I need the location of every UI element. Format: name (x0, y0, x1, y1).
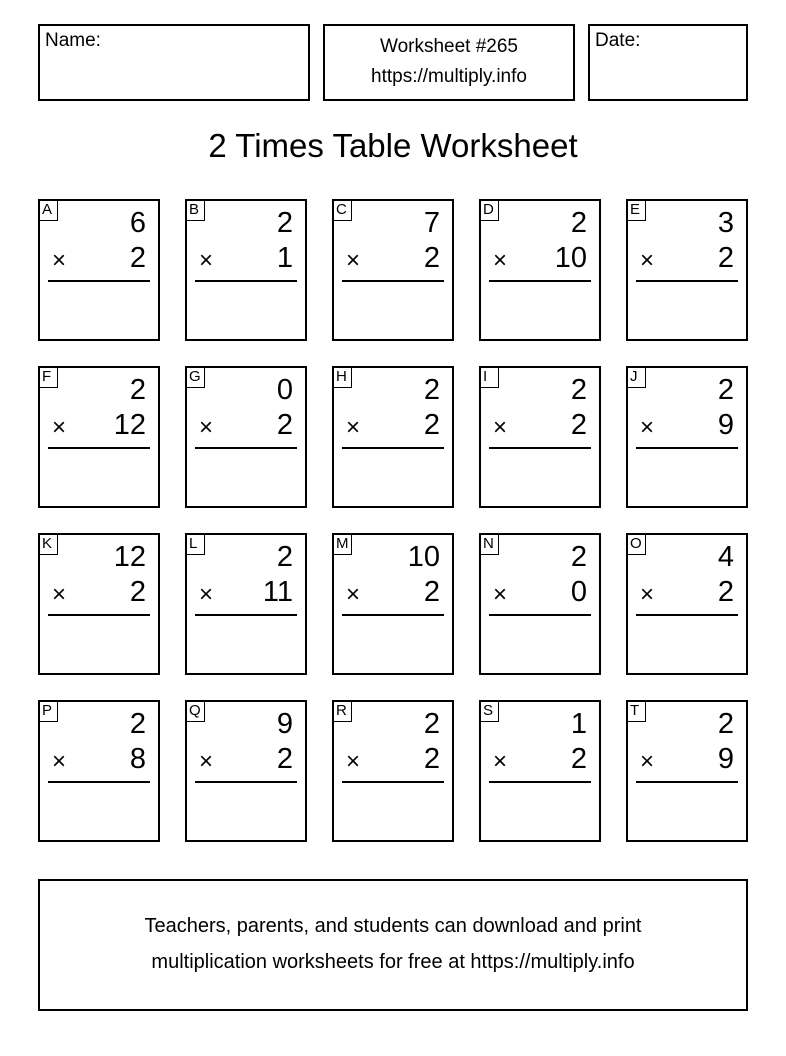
problem-letter: O (626, 533, 646, 555)
answer-line (636, 614, 738, 616)
multiplicand: 9 (276, 708, 293, 740)
multiplier: 9 (717, 743, 734, 775)
problem-n[interactable] (479, 533, 601, 675)
multiplicand: 4 (717, 541, 734, 573)
multiplicand: 2 (276, 541, 293, 573)
footer-line-2: multiplication worksheets for free at https://multiply.info (151, 951, 635, 973)
problem-f[interactable] (38, 366, 160, 508)
multiplicand: 3 (717, 207, 734, 239)
times-sign: × (199, 748, 214, 775)
answer-line (489, 781, 591, 783)
problem-i[interactable] (479, 366, 601, 508)
times-sign: × (493, 414, 508, 441)
problem-s[interactable] (479, 700, 601, 842)
problem-o[interactable] (626, 533, 748, 675)
page-title: 2 Times Table Worksheet (208, 127, 578, 164)
problem-t[interactable] (626, 700, 748, 842)
times-sign: × (199, 247, 214, 274)
problem-c[interactable] (332, 199, 454, 341)
multiplicand: 2 (570, 541, 587, 573)
name-box[interactable] (38, 24, 310, 101)
times-sign: × (199, 581, 214, 608)
times-sign: × (52, 748, 67, 775)
times-sign: × (346, 748, 361, 775)
problem-b[interactable] (185, 199, 307, 341)
problem-letter: P (38, 700, 58, 722)
date-label: Date: (595, 30, 641, 51)
multiplier: 9 (717, 409, 734, 441)
problem-letter: T (626, 700, 646, 722)
problem-letter: B (185, 199, 205, 221)
problem-j[interactable] (626, 366, 748, 508)
multiplicand: 1 (570, 708, 587, 740)
multiplier: 2 (423, 576, 440, 608)
problem-letter: F (38, 366, 58, 388)
multiplier: 2 (423, 242, 440, 274)
problem-letter: I (479, 366, 499, 388)
multiplier: 1 (276, 242, 293, 274)
worksheet-info-box (323, 24, 575, 101)
multiplicand: 2 (129, 708, 146, 740)
answer-line (195, 280, 297, 282)
name-label: Name: (45, 30, 101, 51)
answer-line (636, 781, 738, 783)
times-sign: × (346, 581, 361, 608)
times-sign: × (493, 748, 508, 775)
multiplier: 12 (113, 409, 146, 441)
times-sign: × (493, 581, 508, 608)
answer-line (342, 781, 444, 783)
multiplier: 8 (129, 743, 146, 775)
answer-line (48, 447, 150, 449)
multiplicand: 10 (407, 541, 440, 573)
problem-e[interactable] (626, 199, 748, 341)
problem-g[interactable] (185, 366, 307, 508)
multiplier: 2 (717, 242, 734, 274)
answer-line (489, 614, 591, 616)
answer-line (342, 280, 444, 282)
times-sign: × (199, 414, 214, 441)
problem-letter: H (332, 366, 352, 388)
problem-r[interactable] (332, 700, 454, 842)
problem-letter: D (479, 199, 499, 221)
answer-line (489, 280, 591, 282)
times-sign: × (52, 581, 67, 608)
answer-line (195, 781, 297, 783)
answer-line (342, 614, 444, 616)
multiplicand: 2 (570, 374, 587, 406)
multiplier: 11 (262, 576, 293, 608)
problem-q[interactable] (185, 700, 307, 842)
multiplier: 2 (570, 409, 587, 441)
problem-p[interactable] (38, 700, 160, 842)
problem-letter: M (332, 533, 352, 555)
times-sign: × (52, 414, 67, 441)
times-sign: × (346, 414, 361, 441)
multiplier: 2 (423, 409, 440, 441)
answer-line (489, 447, 591, 449)
problem-d[interactable] (479, 199, 601, 341)
problem-letter: G (185, 366, 205, 388)
multiplier: 2 (129, 576, 146, 608)
problem-letter: C (332, 199, 352, 221)
date-box[interactable] (588, 24, 748, 101)
answer-line (195, 614, 297, 616)
multiplicand: 2 (129, 374, 146, 406)
multiplier: 2 (570, 743, 587, 775)
multiplicand: 2 (423, 374, 440, 406)
problem-letter: N (479, 533, 499, 555)
problem-letter: K (38, 533, 58, 555)
multiplier: 0 (570, 576, 587, 608)
problem-letter: R (332, 700, 352, 722)
multiplier: 10 (554, 242, 587, 274)
worksheet-number: Worksheet #265 (379, 36, 518, 57)
answer-line (48, 280, 150, 282)
multiplicand: 2 (717, 708, 734, 740)
problem-letter: Q (185, 700, 205, 722)
multiplicand: 12 (113, 541, 146, 573)
problem-l[interactable] (185, 533, 307, 675)
multiplier: 2 (129, 242, 146, 274)
problem-k[interactable] (38, 533, 160, 675)
multiplier: 2 (276, 409, 293, 441)
footer-box (38, 879, 748, 1011)
answer-line (195, 447, 297, 449)
worksheet-url: https://multiply.info (371, 66, 527, 87)
multiplicand: 2 (423, 708, 440, 740)
answer-line (48, 781, 150, 783)
answer-line (48, 614, 150, 616)
answer-line (636, 280, 738, 282)
times-sign: × (640, 581, 655, 608)
problem-letter: S (479, 700, 499, 722)
problem-letter: L (185, 533, 205, 555)
times-sign: × (640, 748, 655, 775)
footer-line-1: Teachers, parents, and students can download and print (144, 915, 642, 937)
problem-letter: J (626, 366, 646, 388)
answer-line (636, 447, 738, 449)
multiplicand: 2 (570, 207, 587, 239)
problem-h[interactable] (332, 366, 454, 508)
multiplicand: 0 (276, 374, 293, 406)
multiplicand: 6 (129, 207, 146, 239)
times-sign: × (640, 414, 655, 441)
multiplier: 2 (717, 576, 734, 608)
times-sign: × (640, 247, 655, 274)
multiplicand: 7 (423, 207, 440, 239)
multiplier: 2 (276, 743, 293, 775)
problem-letter: A (38, 199, 58, 221)
times-sign: × (346, 247, 361, 274)
problem-a[interactable] (38, 199, 160, 341)
multiplicand: 2 (717, 374, 734, 406)
multiplicand: 2 (276, 207, 293, 239)
answer-line (342, 447, 444, 449)
problem-m[interactable] (332, 533, 454, 675)
times-sign: × (52, 247, 67, 274)
multiplier: 2 (423, 743, 440, 775)
times-sign: × (493, 247, 508, 274)
problem-letter: E (626, 199, 646, 221)
